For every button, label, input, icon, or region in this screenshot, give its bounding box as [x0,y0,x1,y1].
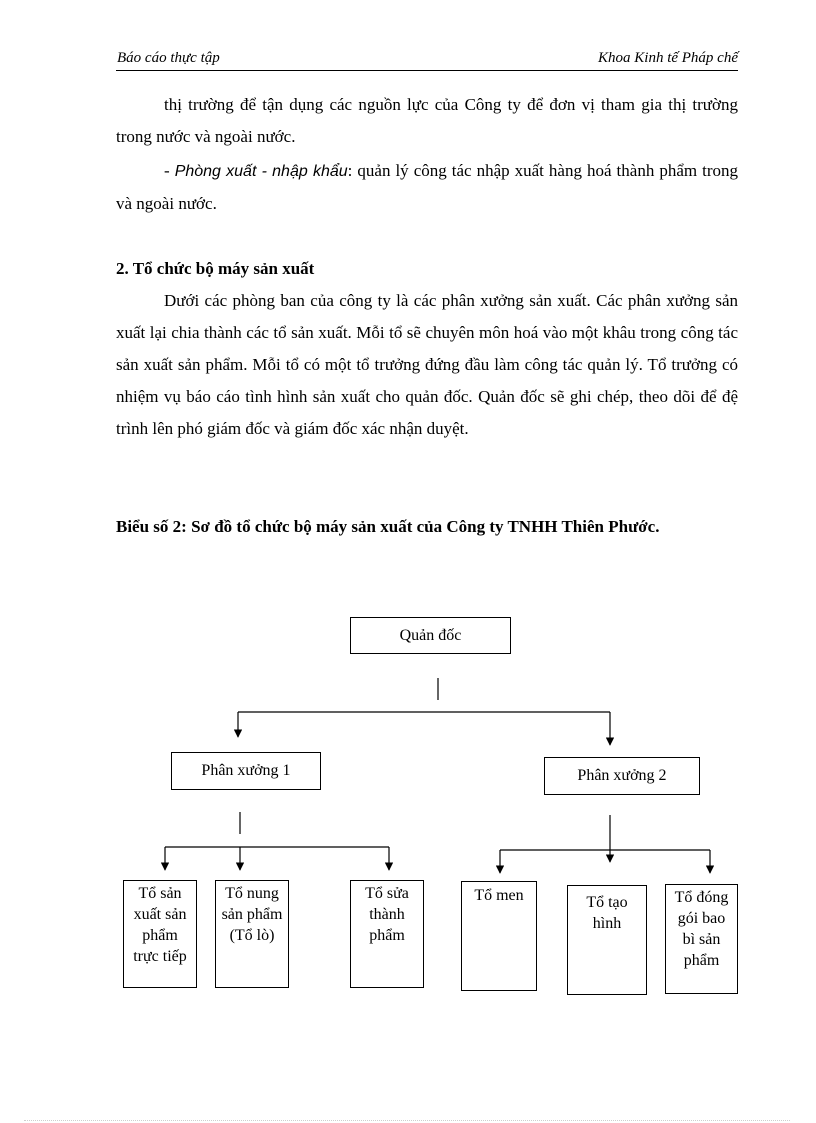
team-label-line: gói bao [677,910,726,927]
header-left-title: Báo cáo thực tập [117,50,220,66]
team-label-line: trực tiếp [133,948,187,965]
node-team-direct-production [123,880,197,988]
team-label-line: Tổ men [474,887,524,904]
node-team-packaging [665,884,738,994]
team-label-line: xuất sản [133,906,187,923]
paragraph-production-text: Dưới các phòng ban của công ty là các phân xưởng sản xuất. Các phân xưởng sản xuất lại chia thành các tổ sản xuất. Mỗi tổ sẽ chuyên môn hoá vào một khâu trong công tác sản xuất sản phẩm. Mỗi tổ có một tổ trưởng đứng đầu làm công tác quản lý. Tổ trưởng có nhiệm vụ báo cáo tình hình sản xuất cho quản đốc. Quản đốc sẽ ghi chép, theo dõi để đệ trình lên phó giám đốc và giám đốc xác nhận duyệt. [116,291,738,438]
team-label-line: phẩm [142,927,178,944]
team-label-line: Tổ tạo [586,894,628,911]
node-workshop-2 [544,757,700,795]
node-team-kiln [215,880,289,988]
node-team-glaze [461,881,537,991]
team-label-line: Tổ sửa [365,885,409,902]
node-root [350,617,511,654]
node-team-finishing [350,880,424,988]
team-label-line: Tổ sản [138,885,182,902]
team-label-line: bì sản [682,931,721,948]
node-team-shaping [567,885,647,995]
team-label-line: (Tổ lò) [229,927,275,944]
team-label-line: phẩm [683,952,720,969]
section-heading: 2. Tổ chức bộ máy sản xuất [116,259,315,278]
team-label-line: Tổ đóng [674,889,729,906]
chart-caption: Biểu số 2: Sơ đồ tổ chức bộ máy sản xuất của Công ty TNHH Thiên Phước. [116,517,660,536]
team-label-line: Tổ nung [225,885,279,902]
paragraph-prefix: - [164,161,175,180]
node-workshop-1-label: Phân xưởng 1 [201,762,291,779]
node-root-label: Quản đốc [399,627,462,644]
header-right-title: Khoa Kinh tế Pháp chế [598,50,738,66]
team-label-line: thành [369,906,405,923]
node-workshop-2-label: Phân xưởng 2 [577,767,667,784]
page-bottom-rule [24,1120,790,1121]
paragraph-department-desc: : quản lý công tác nhập xuất hàng hoá thành phẩm trong và ngoài nước. [116,161,738,213]
paragraph-market-text: thị trường để tận dụng các nguồn lực của Công ty để đơn vị tham gia thị trường trong nước và ngoài nước. [116,95,738,146]
team-label-line: hình [592,915,622,932]
node-workshop-1 [171,752,321,790]
paragraph-department-name: Phòng xuất - nhập khẩu [174,163,348,180]
team-label-line: phẩm [369,927,405,944]
team-label-line: sản phẩm [221,906,283,923]
